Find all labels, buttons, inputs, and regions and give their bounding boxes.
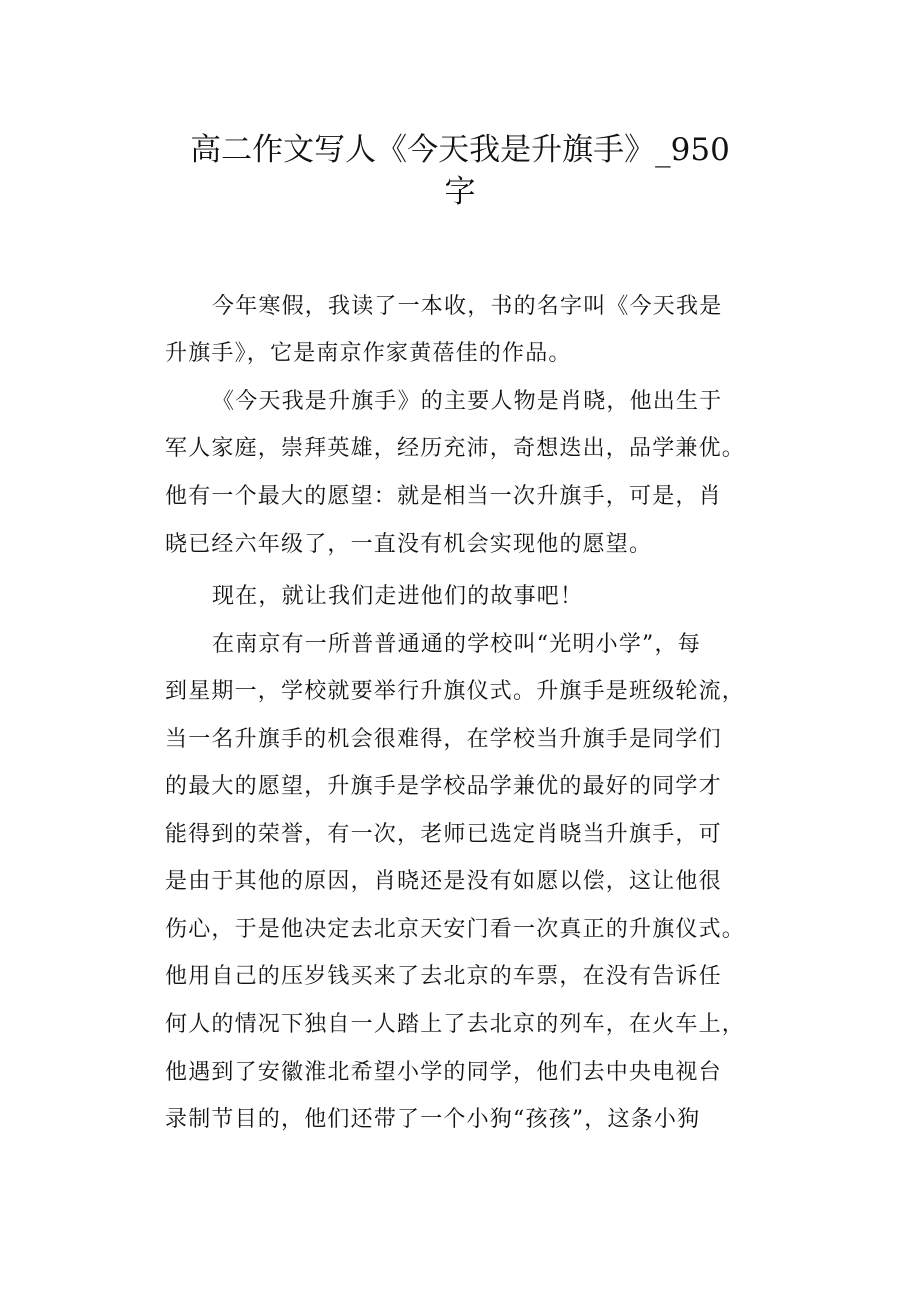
text-line: 他遇到了安徽淮北希望小学的同学，他们去中央电视台 <box>165 1060 722 1085</box>
text-line: 军人家庭，崇拜英雄，经历充沛，奇想迭出，品学兼优。 <box>165 436 746 461</box>
text-line: 晓已经六年级了，一直没有机会实现他的愿望。 <box>165 532 653 557</box>
document-title: 高二作文写人《今天我是升旗手》_950 <box>190 132 730 168</box>
text-line: 能得到的荣誉，有一次，老师已选定肖晓当升旗手，可 <box>165 822 722 847</box>
text-line: 何人的情况下独自一人踏上了去北京的列车，在火车上， <box>165 1012 746 1037</box>
text-line: 升旗手》，它是南京作家黄蓓佳的作品。 <box>165 341 572 366</box>
text-line: 《今天我是升旗手》的主要人物是肖晓，他出生于 <box>212 389 723 414</box>
text-line: 到星期一，学校就要举行升旗仪式。升旗手是班级轮流， <box>165 679 746 704</box>
text-line: 当一名升旗手的机会很难得，在学校当升旗手是同学们 <box>165 727 722 752</box>
text-line: 现在，就让我们走进他们的故事吧！ <box>212 584 584 609</box>
text-line: 他用自己的压岁钱买来了去北京的车票，在没有告诉任 <box>165 964 722 989</box>
text-line: 他有一个最大的愿望：就是相当一次升旗手，可是，肖 <box>165 484 722 509</box>
text-line: 伤心，于是他决定去北京天安门看一次真正的升旗仪式。 <box>165 917 746 942</box>
document-title-continued: 字 <box>444 174 476 210</box>
text-line: 录制节目的，他们还带了一个小狗“孩孩”，这条小狗 <box>165 1107 701 1132</box>
text-line: 今年寒假，我读了一本收，书的名字叫《今天我是 <box>212 294 723 319</box>
text-line: 是由于其他的原因，肖晓还是没有如愿以偿，这让他很 <box>165 869 722 894</box>
text-line: 的最大的愿望，升旗手是学校品学兼优的最好的同学才 <box>165 774 722 799</box>
text-line: 在南京有一所普普通通的学校叫“光明小学”，每 <box>212 632 701 657</box>
